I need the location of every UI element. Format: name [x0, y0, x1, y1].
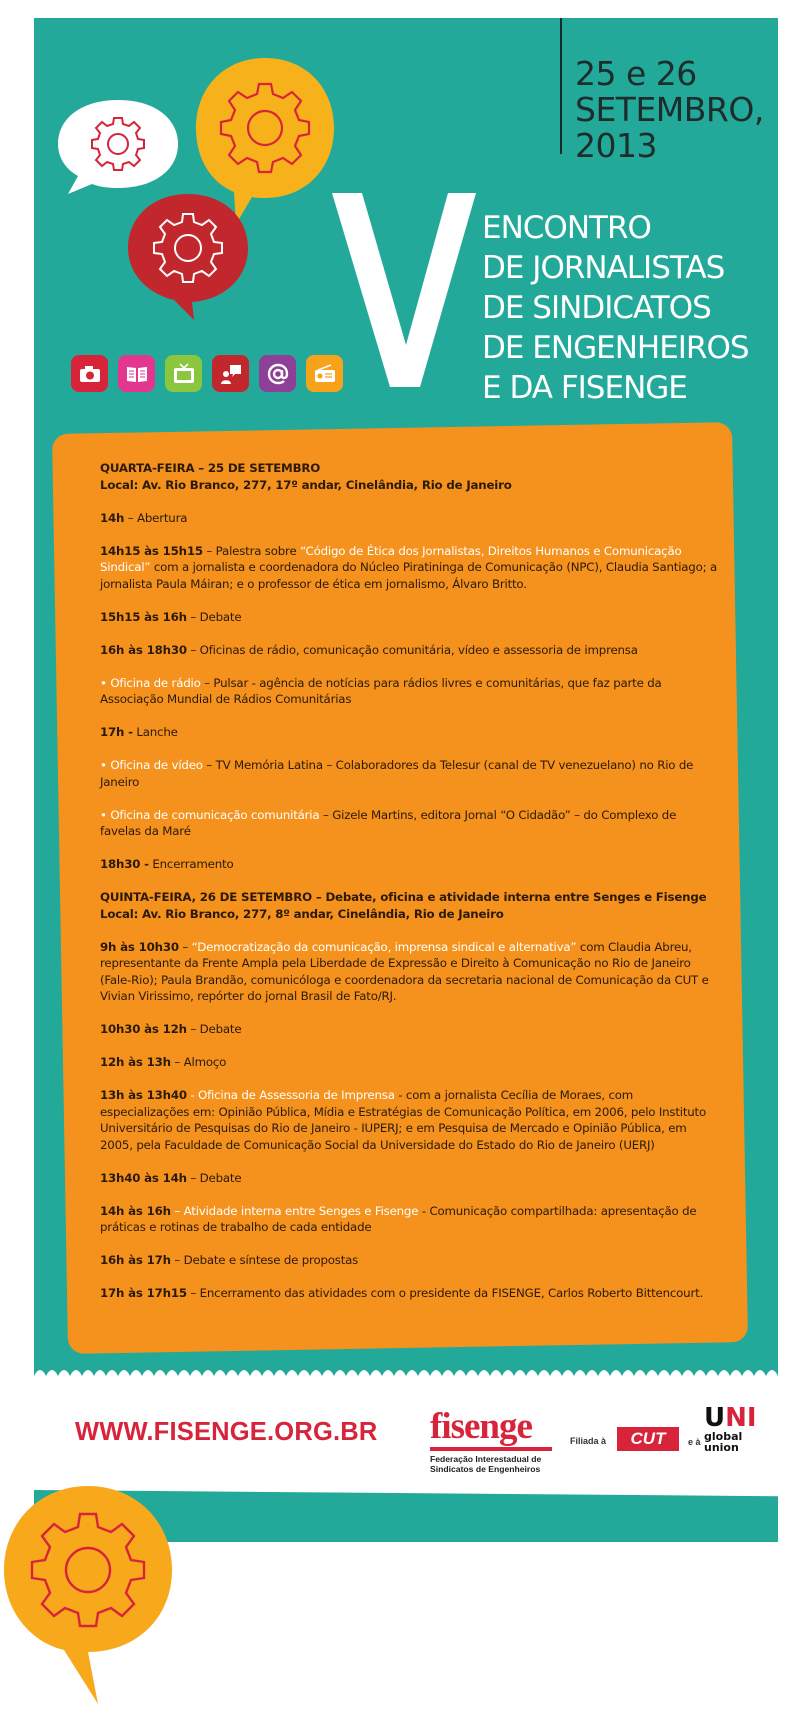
item-time: 14h15 às 15h15: [100, 543, 203, 558]
item-time: 13h às 13h40: [100, 1088, 187, 1102]
schedule-item: [100, 609, 720, 626]
schedule-item: [100, 856, 720, 873]
title-line-5: E DA FISENGE: [482, 370, 687, 406]
day1-heading: QUARTA-FEIRA – 25 DE SETEMBRO: [100, 461, 321, 475]
item-text: com a jornalista e coordenadora do Núcleo Piratininga de Comunicação (NPC), Claudia Santiago; a jornalista Paula Máiran; e o professor de ética em jornalismo, Álvaro Britto.: [100, 560, 717, 591]
fisenge-subtitle: [430, 1454, 552, 1474]
title-line-2: DE JORNALISTAS: [482, 250, 725, 286]
item-separator: -: [186, 1088, 199, 1102]
website-link[interactable]: WWW.FISENGE.ORG.BR: [75, 1418, 378, 1446]
item-text: – Encerramento das atividades com o presidente da FISENGE, Carlos Roberto Bittencourt.: [186, 1286, 704, 1300]
item-text: – Pulsar - agência de notícias para rádios livres e comunitárias, que faz parte da Associação Mundial de Rádios Comunitárias: [100, 675, 662, 706]
item-text: – Debate: [186, 609, 242, 624]
item-separator: – Palestra sobre: [202, 543, 301, 558]
tv-icon: [165, 355, 202, 392]
schedule-item: [100, 724, 720, 741]
affiliation-label-2: e à: [688, 1437, 701, 1447]
item-highlight: Atividade interna entre Senges e Fisenge: [183, 1203, 419, 1218]
item-time: 10h30 às 12h: [100, 1022, 187, 1036]
fisenge-underline: [430, 1447, 552, 1451]
item-time: 17h às 17h15: [100, 1286, 187, 1300]
item-text: – Debate: [186, 1170, 242, 1185]
schedule-item: [100, 675, 720, 708]
item-time: 16h às 17h: [100, 1253, 171, 1267]
item-text: – Almoço: [170, 1055, 227, 1069]
uni-mark: [704, 1403, 757, 1433]
uni-word-global: global: [704, 1430, 743, 1443]
item-separator: –: [178, 939, 192, 954]
item-time: 13h40 às 14h: [100, 1170, 187, 1185]
item-time: 16h às 18h30: [100, 642, 187, 657]
item-highlight: “Democratização da comunicação, imprensa sindical e alternativa”: [191, 939, 577, 954]
title-line-4: DE ENGENHEIROS: [482, 330, 749, 366]
date-month: SETEMBRO,: [575, 90, 764, 129]
fisenge-logo: [430, 1408, 552, 1474]
gear-bubble-white: [54, 96, 182, 196]
uni-mark-u: U: [704, 1403, 726, 1433]
fisenge-wordmark: fisenge: [430, 1406, 532, 1447]
item-highlight: Oficina de comunicação comunitária: [110, 807, 320, 822]
item-time: 18h30 -: [100, 857, 149, 871]
date-days: 25 e 26: [575, 54, 697, 93]
item-text: - com a jornalista Cecília de Moraes, com especializações em: Opinião Pública, Mídia e Estratégias de Comunicação Política, em 2006, pelo Instituto Universitário de Pesquisas do Rio de Janeiro - IUPERJ; e em Pesquisa de Mercado e Opinião Pública, em 2005, pela Faculdade de Comunicação Social da Universidade do Estado do Rio de Janeiro (UERJ): [100, 1088, 706, 1152]
scalloped-edge: [34, 1362, 778, 1376]
schedule-item: [100, 543, 720, 593]
title-line-3: DE SINDICATOS: [482, 290, 711, 326]
day2-heading: QUINTA-FEIRA, 26 DE SETEMBRO – Debate, oficina e atividade interna entre Senges e Fisenge: [100, 890, 707, 904]
schedule-item: [100, 1252, 720, 1269]
schedule-item: [100, 939, 720, 1005]
schedule-item: [100, 1170, 720, 1187]
item-highlight: Oficina de rádio: [110, 675, 201, 690]
day2-location: Local: Av. Rio Branco, 277, 8º andar, Cinelândia, Rio de Janeiro: [100, 906, 504, 921]
uni-mark-ni: NI: [725, 1403, 757, 1433]
item-text: Lanche: [132, 725, 178, 739]
event-title: [482, 208, 782, 408]
schedule-item: [100, 1054, 720, 1071]
item-time: 9h às 10h30: [100, 939, 179, 954]
schedule-item: [100, 1203, 720, 1236]
item-highlight: Oficina de Assessoria de Imprensa: [198, 1088, 395, 1102]
item-bullet: •: [100, 758, 111, 772]
roman-numeral-v: [328, 185, 478, 395]
item-time: 17h -: [100, 725, 133, 739]
media-icons-row: [71, 355, 343, 395]
schedule-item: [100, 757, 720, 790]
item-text: – Debate e síntese de propostas: [170, 1253, 359, 1267]
item-time: 14h às 16h: [100, 1203, 171, 1218]
item-text: Encerramento: [148, 857, 234, 871]
book-icon: [118, 355, 155, 392]
item-text: – Debate: [186, 1022, 242, 1036]
cut-logo: CUT: [617, 1427, 679, 1451]
camera-icon: [71, 355, 108, 392]
item-time: 15h15 às 16h: [100, 609, 187, 624]
speech-icon: [212, 355, 249, 392]
uni-word-union: union: [704, 1441, 739, 1454]
item-text: – TV Memória Latina – Colaboradores da Telesur (canal de TV venezuelano) no Rio de Janeiro: [100, 758, 694, 789]
title-line-1: ENCONTRO: [482, 210, 651, 246]
item-bullet: •: [100, 807, 111, 822]
item-highlight: Oficina de vídeo: [110, 758, 203, 772]
item-text: com Claudia Abreu, representante da Frente Ampla pela Liberdade de Expressão e Direito à Comunicação no Rio de Janeiro (Fale-Rio); Paula Brandão, comunicóloga e coordenadora da secretaria nacional de Comunicação da CUT e Vivian Virissimo, repórter do jornal Brasil de Fato/RJ.: [100, 939, 709, 1003]
schedule-item: [100, 642, 720, 659]
item-time: 12h às 13h: [100, 1055, 171, 1069]
schedule-item: [100, 1021, 720, 1038]
event-date: [575, 56, 775, 164]
item-time: 14h: [100, 510, 125, 525]
schedule-item: [100, 510, 720, 527]
item-text: – Gizele Martins, editora Jornal “O Cidadão” – do Complexo de favelas da Maré: [100, 807, 677, 838]
date-divider: [560, 18, 562, 154]
item-highlight: “Código de Ética dos Jornalistas, Direitos Humanos e Comunicação Sindical”: [100, 543, 682, 574]
at-sign-icon: [259, 355, 296, 392]
day1-location: Local: Av. Rio Branco, 277, 17º andar, Cinelândia, Rio de Janeiro: [100, 477, 512, 492]
program-schedule: [100, 460, 720, 1302]
schedule-item: [100, 1285, 720, 1302]
uni-global-union-logo: [704, 1403, 757, 1454]
gear-bubble-red: [124, 190, 252, 324]
fisenge-subtitle-line-1: Federação Interestadual de: [430, 1454, 542, 1464]
item-text: – Abertura: [124, 510, 188, 525]
schedule-item: [100, 807, 720, 840]
item-bullet: •: [100, 675, 111, 690]
affiliation-label: Filiada à: [570, 1436, 607, 1446]
item-separator: –: [170, 1203, 184, 1218]
item-text: - Comunicação compartilhada: apresentação de práticas e rotinas de trabalho de cada entidade: [100, 1203, 697, 1234]
gear-bubble-footer: [0, 1480, 178, 1710]
item-text: – Oficinas de rádio, comunicação comunitária, vídeo e assessoria de imprensa: [186, 642, 638, 657]
date-year: 2013: [575, 126, 657, 165]
schedule-item: [100, 1087, 720, 1153]
fisenge-subtitle-line-2: Sindicatos de Engenheiros: [430, 1464, 541, 1474]
